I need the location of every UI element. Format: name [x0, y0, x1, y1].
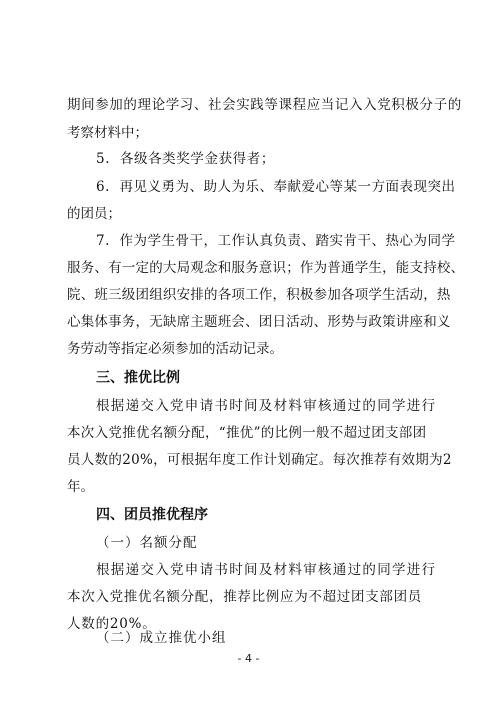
paragraph-line: 本次入党推优名额分配，“推优”的比例一般不超过团支部团: [67, 425, 427, 441]
paragraph-line: 考察材料中；: [67, 125, 148, 141]
paragraph-line: 根据递交入党申请书时间及材料审核通过的同学进行: [96, 562, 437, 578]
paragraph-line: 的团员；: [67, 206, 121, 222]
list-item-7: 7. 作为学生骨干，工作认真负责、踏实肯干、热心为同学: [96, 233, 456, 249]
paragraph-line: 根据递交入党申请书时间及材料审核通过的同学进行: [96, 398, 437, 414]
paragraph-line: 人数的20%。: [67, 616, 157, 632]
paragraph-line: 心集体事务，无缺席主题班会、团日活动、形势与政策讲座和义: [67, 314, 451, 330]
paragraph-line: 服务、有一定的大局观念和服务意识；作为普通学生，能支持校、: [67, 260, 465, 276]
list-item-5: 5. 各级各类奖学金获得者；: [96, 151, 275, 167]
paragraph-line: 员人数的20%，可根据年度工作计划确定。每次推荐有效期为2: [67, 452, 452, 468]
list-item-6: 6. 再见义勇为、助人为乐、奉献爱心等某一方面表现突出: [96, 179, 456, 195]
paragraph-line: 期间参加的理论学习、社会实践等课程应当记入入党积极分子的: [67, 97, 462, 113]
page-number: - 4 -: [237, 652, 260, 665]
section-heading: 三、推优比例: [96, 370, 180, 386]
paragraph-line: 务劳动等指定必须参加的活动记录。: [67, 341, 283, 357]
section-heading: 四、团员推优程序: [96, 507, 208, 523]
paragraph-line: 本次入党推优名额分配，推荐比例应为不超过团支部团员: [67, 589, 422, 605]
paragraph-line: 年。: [67, 479, 94, 495]
paragraph-line: 院、班三级团组织安排的各项工作，积极参加各项学生活动，热: [67, 287, 451, 303]
subsection-heading: （二）成立推优小组: [96, 630, 227, 646]
subsection-heading: （一）名额分配: [96, 535, 198, 551]
